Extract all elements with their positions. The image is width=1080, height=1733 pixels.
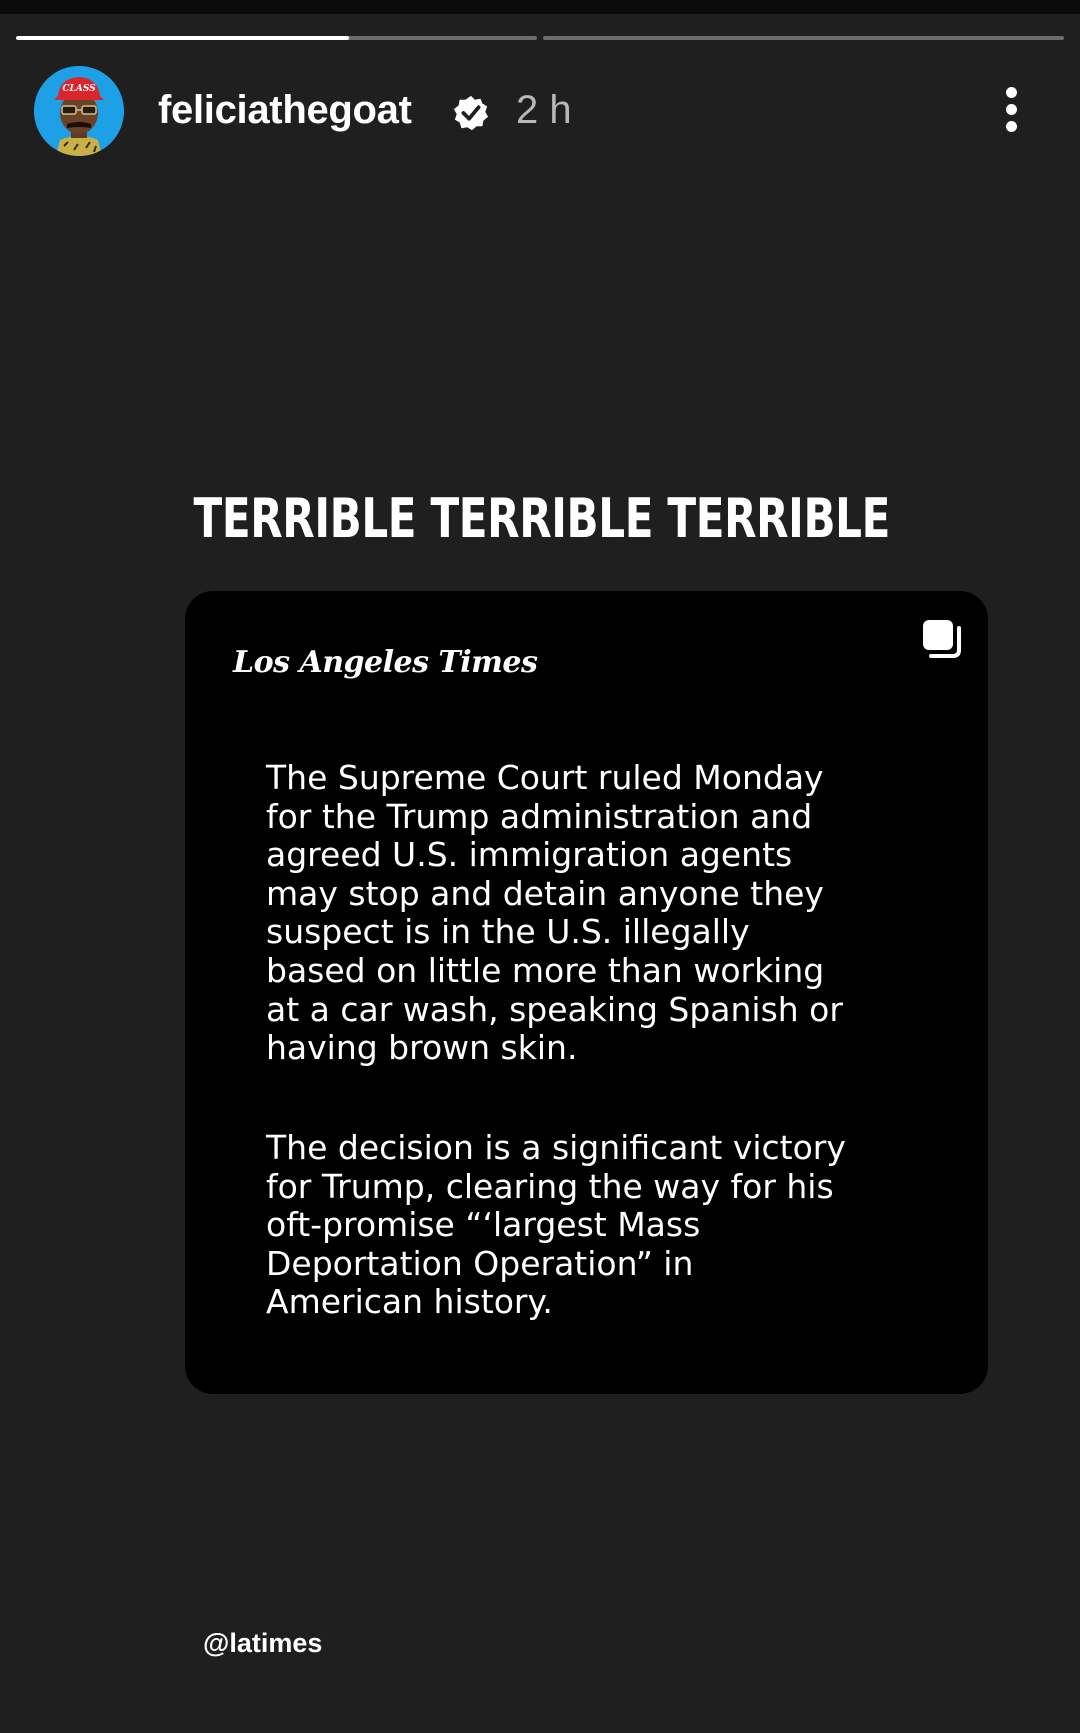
post-time: 2 h bbox=[516, 88, 572, 132]
post-paragraph-1: The Supreme Court ruled Monday for the Trump administration and agreed U.S. immigration agents may stop and detain anyone they suspect is in the U.S. illegally based on little more than working at a car wash, speaking Spanish or having brown skin. bbox=[266, 758, 843, 1068]
mention-sticker[interactable]: @latimes bbox=[203, 1628, 323, 1658]
story-progress-segment-2 bbox=[543, 36, 1064, 40]
shared-post-card[interactable] bbox=[185, 591, 988, 1394]
more-options-dot bbox=[1006, 104, 1017, 115]
status-strip bbox=[0, 0, 1080, 14]
more-options-dot bbox=[1006, 121, 1017, 132]
publisher-logo: Los Angeles Times bbox=[233, 645, 538, 680]
carousel-icon bbox=[921, 618, 963, 660]
username[interactable]: feliciathegoat bbox=[158, 88, 412, 132]
story-progress-fill-1 bbox=[16, 36, 349, 40]
avatar[interactable] bbox=[34, 66, 124, 156]
svg-text:CLASS: CLASS bbox=[62, 84, 96, 94]
story-progress-segment-1 bbox=[16, 36, 537, 40]
verified-badge-icon bbox=[452, 94, 490, 132]
story-headline-text: TERRIBLE TERRIBLE TERRIBLE bbox=[193, 487, 890, 550]
more-options-button[interactable] bbox=[996, 84, 1028, 134]
more-options-icon bbox=[1006, 87, 1017, 98]
post-paragraph-2: The decision is a significant victory for Trump, clearing the way for his oft-promise “‘largest Mass Deportation Operation” in American history. bbox=[266, 1128, 846, 1322]
avatar-image bbox=[34, 66, 124, 156]
